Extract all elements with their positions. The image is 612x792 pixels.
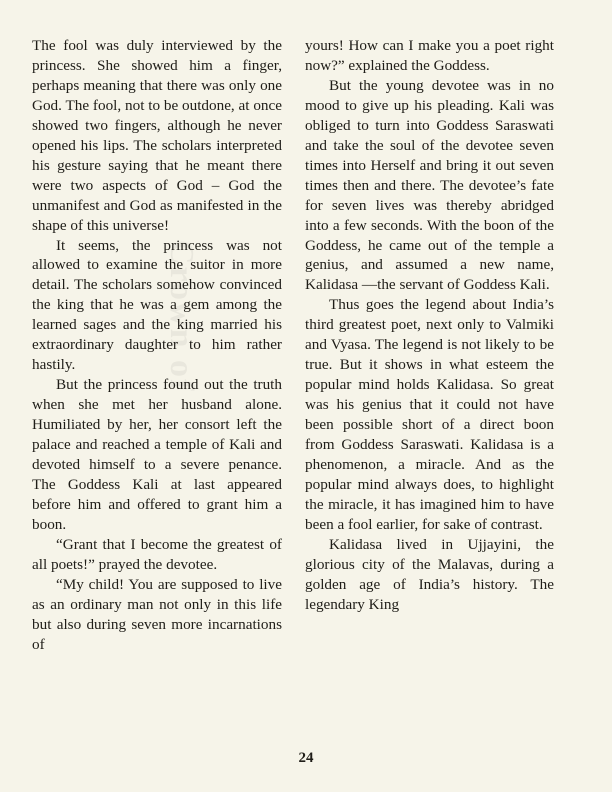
paragraph: yours! How can I make you a poet right now?” explained the Goddess.	[305, 37, 554, 74]
paragraph: It seems, the princess was not allowed to examine the suitor in more detail. The scholars somehow convinced the king that he was a gem among the learned sages and the king married his extraordinary daughter to him rather hastily.	[32, 236, 282, 374]
paragraph: But the young devotee was in no mood to give up his pleading. Kali was obliged to turn into Goddess Saraswati and take the soul of the devotee seven times into Herself and bring it out seven times then and there. The devotee’s fate for seven lives was thereby abridged into a few seconds. With the boon of the Goddess, he came out of the temple a genius, and assumed a new name, Kalidasa —the servant of Goddess Kali.	[305, 76, 554, 294]
paragraph: Kalidasa lived in Ujjayini, the glorious city of the Malavas, during a golden age of India’s history. The legendary King	[305, 535, 554, 613]
page-number: 24	[298, 750, 314, 766]
paragraph: Thus goes the legend about India’s third greatest poet, next only to Valmiki and Vyasa. The legend is not likely to be true. But it shows in what esteem the popular mind holds Kalidasa. So great was his genius that it could not have been possible short of a direct boon from Goddess Saraswati. Kalidasa is a phenomenon, a miracle. And as the popular mind always does, to highlight the miracle, it has imagined him to have been a fool earlier, for sake of contrast.	[305, 296, 554, 533]
paragraph: “Grant that I become the greatest of all poets!” prayed the devotee.	[32, 535, 282, 573]
left-column	[32, 36, 282, 655]
paragraph: “My child! You are supposed to live as an ordinary man not only in this life but also during seven more incarnations of	[32, 575, 282, 653]
paragraph: But the princess found out the truth when she met her husband alone. Humiliated by her, her consort left the palace and reached a temple of Kali and devoted himself to a severe penance. The Goddess Kali at last appeared before him and offered to grant him a boon.	[32, 376, 282, 533]
right-column	[305, 36, 554, 615]
show-through-watermark: Crown of	[163, 240, 200, 393]
paragraph: The fool was duly interviewed by the princess. She showed him a finger, perhaps meaning that there was only one God. The fool, not to be outdone, at once showed two fingers, although he never opened his lips. The scholars interpreted his gesture saying that he meant there were two aspects of God – God the unmanifest and God as manifested in the shape of this universe!	[32, 37, 282, 234]
